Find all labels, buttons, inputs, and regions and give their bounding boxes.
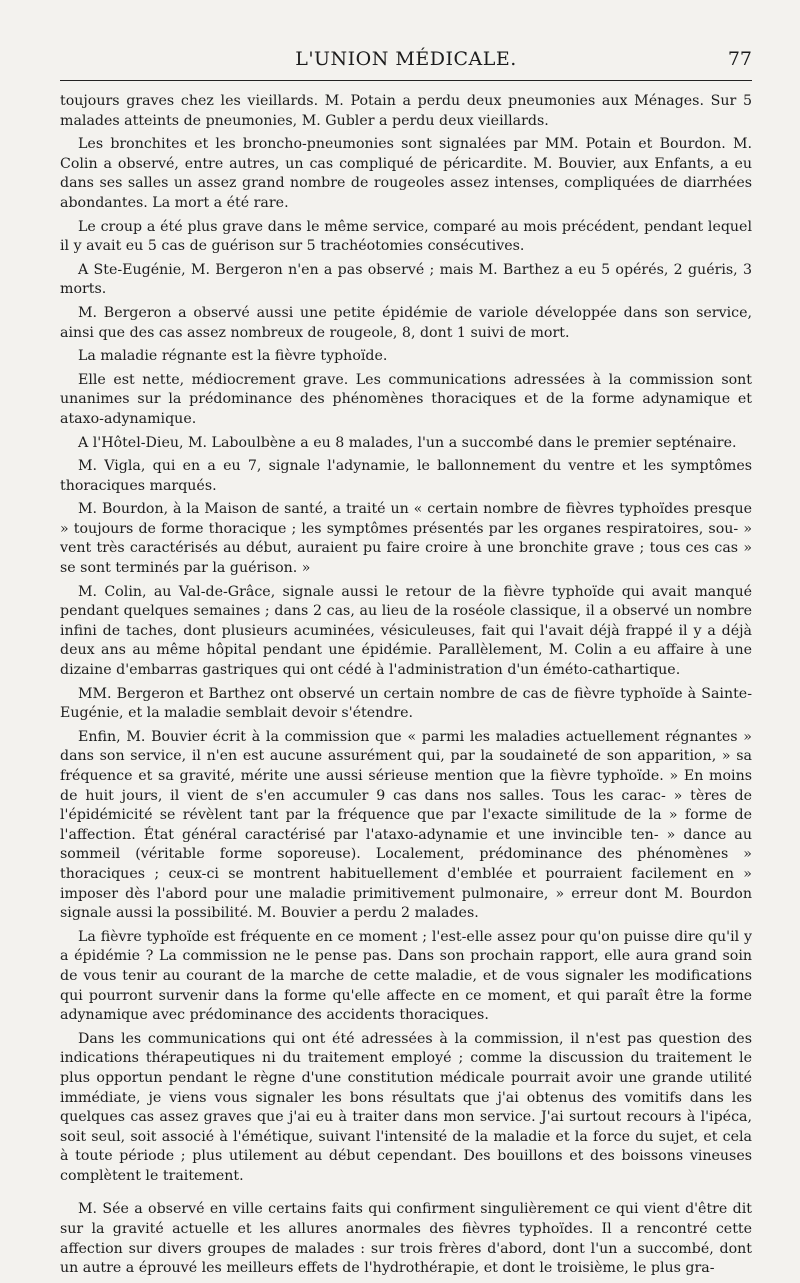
paragraph: Le croup a été plus grave dans le même service, comparé au mois précédent, pendant lequel il y avait eu 5 cas de guérison sur 5 trachéotomies consécutives. bbox=[60, 218, 752, 255]
paragraph: M. Bergeron a observé aussi une petite épidémie de variole développée dans son service, ainsi que des cas assez nombreux de rougeole, 8, dont 1 suivi de mort. bbox=[60, 304, 752, 341]
paragraph: toujours graves chez les vieillards. M. Potain a perdu deux pneumonies aux Ménages. Sur 5 malades atteints de pneumonies, M. Gubler a perdu deux vieillards. bbox=[60, 93, 752, 129]
paragraph: MM. Bergeron et Barthez ont observé un certain nombre de cas de fièvre typhoïde à Sainte-Eugénie, et la maladie semblait devoir s'étendre. bbox=[60, 685, 752, 722]
paragraph: A Ste-Eugénie, M. Bergeron n'en a pas observé ; mais M. Barthez a eu 5 opérés, 2 guéris, 3 morts. bbox=[60, 261, 752, 298]
paragraph: A l'Hôtel-Dieu, M. Laboulbène a eu 8 malades, l'un a succombé dans le premier septénaire. bbox=[78, 434, 737, 451]
running-title: L'UNION MÉDICALE. bbox=[295, 48, 517, 70]
body-text bbox=[60, 92, 752, 1283]
paragraph: Enfin, M. Bouvier écrit à la commission que « parmi les maladies actuellement régnantes » dans son service, il n'en est aucune assurément qui, par la soudaineté de son apparition, » sa fréquence et sa gravité, mérite une aussi sérieuse mention que la fièvre typhoïde. » En moins de huit jours, il vient de s'en accumuler 9 cas dans nos salles. Tous les carac- » tères de l'épidémicité se révèlent tant par la fréquence que par l'exacte similitude de la » forme de l'affection. État général caractérisé par l'ataxo-adynamie et une invincible ten- » dance au sommeil (véritable forme soporeuse). Localement, prédominance des phénomènes » thoraciques ; ceux-ci se montrent habituellement d'emblée et pourraient facilement en » imposer dès l'abord pour une maladie primitivement pulmonaire, » erreur dont M. Bourdon signale aussi la possibilité. M. Bouvier a perdu 2 malades. bbox=[60, 728, 752, 922]
paragraph: Elle est nette, médiocrement grave. Les communications adressées à la commission sont unanimes sur la prédominance des phénomènes thoraciques et de la forme adynamique et ataxo-adynamique. bbox=[60, 371, 752, 427]
paragraph: Les bronchites et les broncho-pneumonies sont signalées par MM. Potain et Bourdon. M. Colin a observé, entre autres, un cas compliqué de péricardite. M. Bouvier, aux Enfants, a eu dans ses salles un assez grand nombre de rougeoles assez intenses, compliquées de diarrhées abondantes. La mort a été rare. bbox=[60, 136, 752, 211]
paragraph: M. Vigla, qui en a eu 7, signale l'adynamie, le ballonnement du ventre et les symptômes thoraciques marqués. bbox=[60, 458, 752, 494]
page-header bbox=[60, 0, 752, 70]
paragraph: M. Bourdon, à la Maison de santé, a traité un « certain nombre de fièvres typhoïdes presque » toujours de forme thoracique ; les symptômes présentés par les organes respiratoires, sou- » vent très caractérisés au début, auraient pu faire croire à une bronchite grave ; tous ces cas » se sont terminés par la guérison. » bbox=[60, 501, 752, 577]
header-rule bbox=[60, 80, 752, 81]
paragraph: M. Colin, au Val-de-Grâce, signale aussi le retour de la fièvre typhoïde qui avait manqué pendant quelques semaines ; dans 2 cas, au lieu de la roséole classique, il a observé un nombre infini de taches, dont plusieurs acuminées, vésiculeuses, fait qui l'avait déjà frappé il y a déjà deux ans au même hôpital pendant une épidémie. Parallèlement, M. Colin a eu affaire à une dizaine d'embarras gastriques qui ont cédé à l'administration d'un éméto-cathartique. bbox=[60, 583, 752, 679]
paragraph: M. Sée a observé en ville certains faits qui confirment singulièrement ce qui vient d'être dit sur la gravité actuelle et les allures anormales des fièvres typhoïdes. Il a rencontré cette affection sur divers groupes de malades : sur trois frères d'abord, dont l'un a succombé, dont un autre a éprouvé les meilleurs effets de l'hydrothérapie, et dont le troisième, le plus gra- bbox=[60, 1201, 752, 1277]
paragraph: La fièvre typhoïde est fréquente en ce moment ; l'est-elle assez pour qu'on puisse dire qu'il y a épidémie ? La commission ne le pense pas. Dans son prochain rapport, elle aura grand soin de vous tenir au courant de la marche de cette maladie, et de vous signaler les modifications qui pourront survenir dans la forme qu'elle affecte en ce moment, et qui paraît être la forme adynamique avec prédominance des accidents thoraciques. bbox=[60, 928, 752, 1024]
paragraph: La maladie régnante est la fièvre typhoïde. bbox=[78, 348, 388, 365]
page-number: 77 bbox=[727, 48, 752, 70]
paragraph: Dans les communications qui ont été adressées à la commission, il n'est pas question des indications thérapeutiques ni du traitement employé ; comme la discussion du traitement le plus opportun pendant le règne d'une constitution médicale pourrait avoir une grande utilité immédiate, je viens vous signaler les bons résultats que j'ai obtenus des vomitifs dans les quelques cas assez graves que j'ai eu à traiter dans mon service. J'ai surtout recours à l'ipéca, soit seul, soit associé à l'émétique, suivant l'intensité de la maladie et la force du sujet, et cela à toute période ; plus utilement au début cependant. Des bouillons et des boissons vineuses complètent le traitement. bbox=[60, 1030, 752, 1184]
